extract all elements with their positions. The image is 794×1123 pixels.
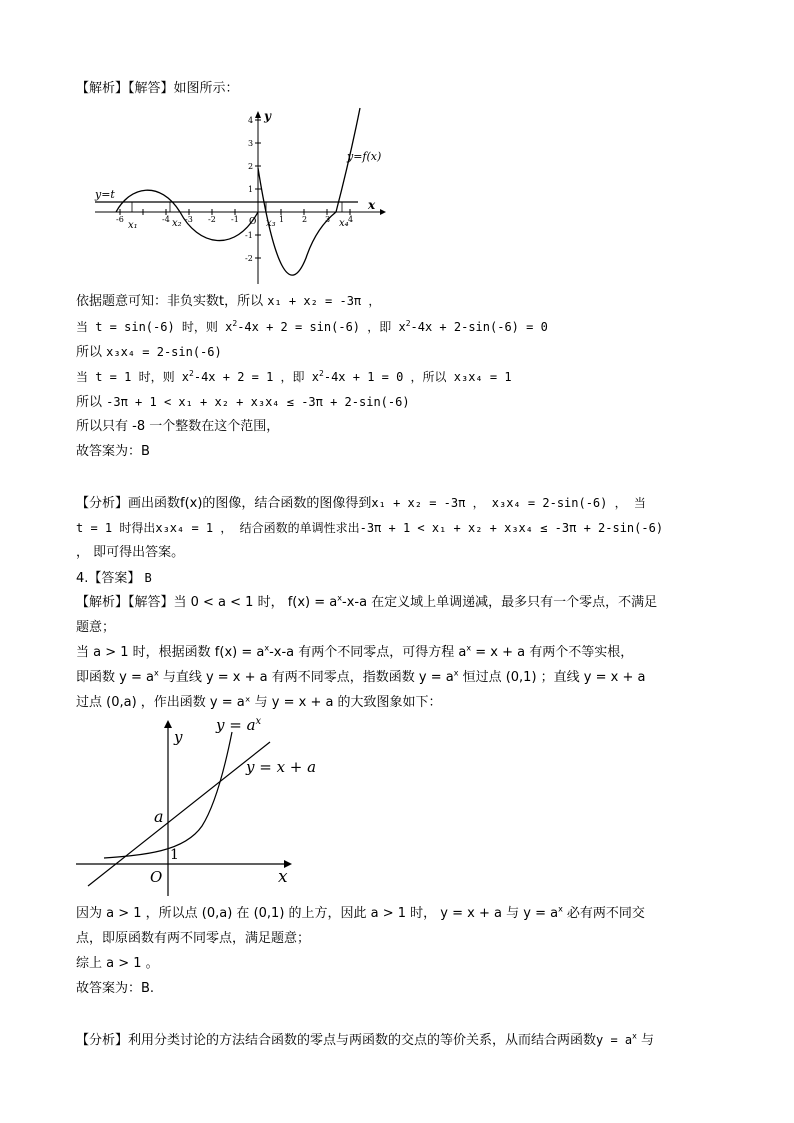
label-line: y = x + a: [246, 758, 317, 776]
tick-x--3: -3: [185, 215, 193, 224]
x-axis-label: x: [278, 867, 288, 887]
q4-line-2: 题意；: [76, 620, 116, 635]
tick-x--1: -1: [231, 215, 239, 224]
point-x4: x₄: [339, 218, 349, 229]
tick-y--1: -1: [245, 231, 253, 240]
line-nonneg-t: 依据题意可知：非负实数t，所以 x₁ + x₂ = -3π ，: [76, 294, 381, 309]
tick-x--4: -4: [162, 215, 170, 224]
line-integer: 所以只有 -8 一个整数在这个范围，: [76, 419, 280, 434]
q4-line-1: 【解析】【解答】当 0 < a < 1 时， $f(x) = a^x-x-a$ 在定义域上单调递减，最多只有一个零点，不满足: [76, 593, 658, 610]
q4-line-8: 综上 a > 1 。: [76, 956, 159, 971]
tick-x-4: 4: [348, 215, 354, 224]
q4-line-4: 即函数 $y = a^x$ 与直线 y = x + a 有两不同零点，指数函数 $y = a^x$ 恒过点 (0,1) ；直线 y = x + a: [76, 668, 646, 685]
figure-piecewise-function: [90, 108, 390, 288]
x-axis-label: x: [368, 198, 376, 212]
tick-x-2: 2: [302, 215, 308, 224]
q4-line-7: 点，即原函数有两不同零点，满足题意；: [76, 931, 311, 946]
tick-y-4: 4: [248, 116, 254, 125]
point-x1: x₁: [128, 220, 138, 231]
solution-heading: 【解析】【解答】如图所示：: [76, 81, 239, 96]
tick-y--2: -2: [245, 254, 253, 263]
tick-x-1: 1: [279, 215, 285, 224]
y-axis-label: y: [174, 728, 183, 746]
answer-line-2: 故答案为：B.: [76, 981, 155, 996]
tick-x--2: -2: [208, 215, 216, 224]
origin-label: O: [150, 868, 163, 886]
tick-x--6: -6: [116, 215, 124, 224]
answer-line-1: 故答案为：B: [76, 444, 150, 459]
analysis-1-line-3: ， 即可得出答案。: [76, 545, 185, 560]
point-x2: x₂: [172, 218, 182, 229]
tick-y-3: 3: [248, 139, 254, 148]
label-a: a: [154, 807, 164, 826]
label-y-equals-fx: y=f(x): [347, 150, 382, 163]
line-t-one: 当 t = 1 时，则 $x^2-4x + 2 = 1$ ，即 $x^2-4x + 1 = 0$ ，所以 x₃x₄ = 1: [76, 369, 512, 384]
q4-line-6: 因为 a > 1 ，所以点 (0,a) 在 (0,1) 的上方，因此 a > 1 时， y = x + a 与 $y = a^x$ 必有两不同交: [76, 904, 645, 921]
q4-line-3: 当 a > 1 时，根据函数 $f(x) = a^x-x-a$ 有两个不同零点，可得方程 $a^x = x + a$ 有两个不等实根，: [76, 643, 634, 660]
figure-exponential-vs-line: [74, 712, 317, 900]
tick-y-1: 1: [248, 185, 254, 194]
label-y-a-x: $y = a^x$: [216, 716, 262, 734]
analysis-1-line-1: 【分析】画出函数f(x)的图像，结合函数的图像得到x₁ + x₂ = -3π ， x₃x₄ = 2-sin(-6) ， 当: [76, 496, 646, 511]
line-t-sin: 当 t = sin(-6) 时，则 $x^2-4x + 2 = \sin(-6)$ ，即 $x^2-4x + 2-\sin(-6) = 0$: [76, 319, 548, 334]
label-y-equals-t: y=t: [95, 188, 115, 201]
line-range: 所以 -3π + 1 < x₁ + x₂ + x₃x₄ ≤ -3π + 2-sin(-6): [76, 395, 410, 410]
q4-line-5: 过点 (0,a) ，作出函数 y = aˣ 与 y = x + a 的大致图象如下：: [76, 695, 442, 710]
label-one: 1: [170, 847, 179, 863]
origin-label: O: [249, 217, 257, 227]
tick-x-3: 3: [325, 215, 331, 224]
line-x3x4-sin: 所以 x₃x₄ = 2-sin(-6): [76, 345, 222, 360]
point-x3: x₃: [266, 218, 276, 229]
y-axis-label: y: [264, 109, 271, 123]
question-4-answer: 4.【答案】 B: [76, 571, 152, 586]
analysis-2-line-1: 【分析】利用分类讨论的方法结合函数的零点与两函数的交点的等价关系，从而结合两函数$y = a^x$ 与: [76, 1031, 655, 1048]
analysis-1-line-2: t = 1 时得出x₃x₄ = 1 ， 结合函数的单调性求出-3π + 1 < x₁ + x₂ + x₃x₄ ≤ -3π + 2-sin(-6): [76, 521, 664, 535]
tick-y-2: 2: [248, 162, 254, 171]
